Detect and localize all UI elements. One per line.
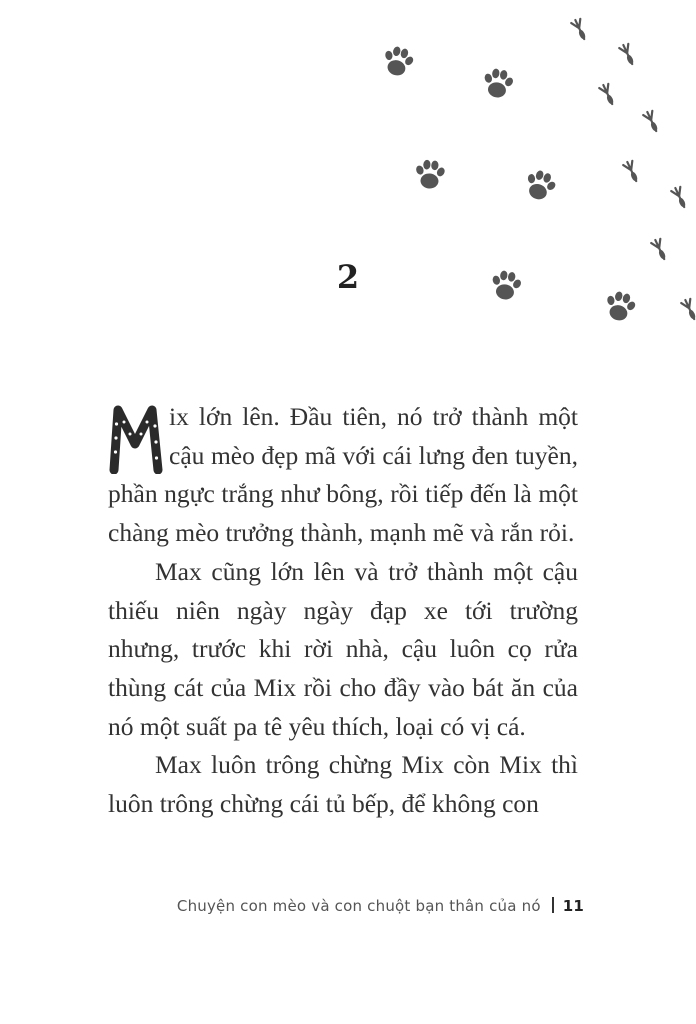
- paw-print-icon: [413, 159, 447, 190]
- chapter-number: 2: [336, 258, 360, 296]
- claw-print-icon: [681, 298, 696, 321]
- paragraph-3: Max luôn trông chừng Mix còn Mix thì luôn trông chừng cái tủ bếp, để không con: [108, 750, 578, 819]
- paw-print-icon: [480, 67, 516, 100]
- claw-print-icon: [643, 110, 661, 133]
- paw-print-icon: [379, 44, 417, 79]
- body-text: [108, 398, 578, 824]
- paragraph-2: Max cũng lớn lên và trở thành một cậu thiếu niên ngày ngày đạp xe tới trường nhưng, trước khi rời nhà, cậu luôn cọ rửa thùng cát của Mix rồi cho đầy vào bát ăn của nó một suất pa tê yêu thích, loại có vị cá.: [108, 556, 578, 741]
- paragraph-1: M ix lớn lên. Đầu tiên, nó trở thành một cậu mèo đẹp mã với cái lưng đen tuyền, phần ngực trắng như bông, rồi tiếp đến là một chàng mèo trưởng thành, mạnh mẽ và rắn rỏi.: [108, 402, 578, 548]
- claw-print-icon: [671, 186, 689, 209]
- paw-print-icon: [521, 167, 560, 204]
- book-title: Chuyện con mèo và con chuột bạn thân của nó: [176, 897, 541, 915]
- claw-print-icon: [619, 43, 637, 66]
- svg-text:M: M: [108, 404, 109, 405]
- claw-print-icon: [571, 18, 589, 41]
- claw-print-icon: [623, 160, 641, 183]
- page-footer: [177, 897, 584, 915]
- claw-print-icon: [599, 83, 617, 106]
- pawprint-decoration: [0, 0, 696, 360]
- drop-cap: [108, 404, 163, 474]
- page-number: 11: [562, 897, 584, 915]
- footer-divider: [552, 897, 554, 913]
